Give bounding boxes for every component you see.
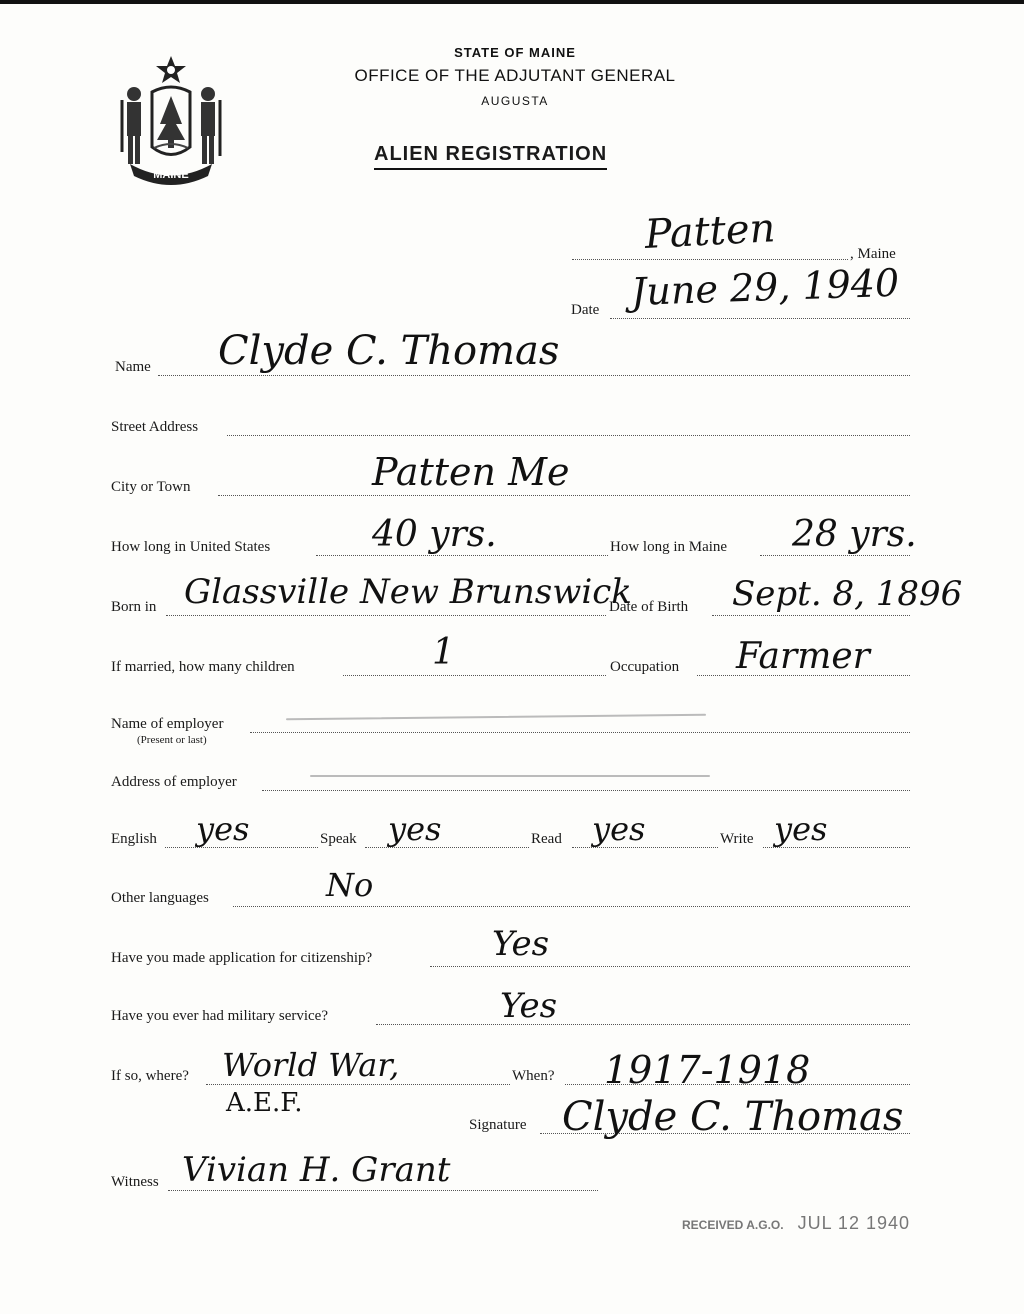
other-languages-label: Other languages	[111, 890, 209, 906]
when-entry: 1917-1918	[604, 1048, 811, 1092]
employer-address-label: Address of employer	[111, 774, 237, 790]
dob-label: Date of Birth	[609, 599, 689, 615]
received-stamp-date: JUL 12 1940	[797, 1213, 911, 1233]
where-line	[206, 1084, 510, 1085]
how-long-maine-entry: 28 yrs.	[792, 514, 917, 555]
other-languages-entry: No	[326, 866, 374, 904]
where-label: If so, where?	[111, 1068, 189, 1084]
write-entry: yes	[774, 810, 828, 848]
state-heading: STATE OF MAINE	[454, 45, 576, 60]
how-long-maine-label: How long in Maine	[610, 539, 728, 555]
read-label: Read	[531, 831, 562, 847]
name-entry: Clyde C. Thomas	[218, 328, 560, 374]
military-label: Have you ever had military service?	[111, 1008, 328, 1024]
other-languages-line	[233, 906, 910, 907]
how-long-us-entry: 40 yrs.	[372, 514, 497, 555]
how-long-maine-line	[760, 555, 910, 556]
where-note-entry: A.E.F.	[226, 1088, 303, 1118]
city-entry: Patten Me	[372, 450, 570, 494]
how-long-us-line	[316, 555, 608, 556]
born-in-line	[166, 615, 606, 616]
born-in-entry: Glassville New Brunswick	[184, 572, 632, 612]
street-label: Street Address	[111, 419, 199, 435]
signature-entry: Clyde C. Thomas	[562, 1094, 904, 1140]
employer-address-line	[262, 790, 910, 791]
children-entry: 1	[432, 632, 455, 673]
born-in-label: Born in	[111, 599, 157, 615]
dob-line	[712, 615, 910, 616]
how-long-us-label: How long in United States	[111, 539, 271, 555]
speak-entry: yes	[388, 810, 442, 848]
dob-entry: Sept. 8, 1896	[732, 574, 963, 614]
speak-label: Speak	[320, 831, 357, 847]
employer-pencil-mark	[286, 714, 706, 720]
received-stamp-text: RECEIVED A.G.O.	[682, 1218, 784, 1232]
maine-state-seal-icon	[112, 52, 230, 187]
street-line	[227, 435, 910, 436]
citizenship-line	[430, 966, 910, 967]
name-label: Name	[115, 359, 151, 375]
signature-label: Signature	[469, 1117, 527, 1133]
employer-address-pencil-mark	[310, 775, 710, 777]
where-entry: World War,	[222, 1046, 400, 1084]
children-line	[343, 675, 606, 676]
date-line	[610, 318, 910, 319]
witness-label: Witness	[111, 1174, 159, 1190]
office-heading: OFFICE OF THE ADJUTANT GENERAL	[354, 66, 676, 85]
when-label: When?	[512, 1068, 555, 1084]
citizenship-label: Have you made application for citizenship?	[111, 950, 373, 966]
write-label: Write	[720, 831, 754, 847]
city-heading: AUGUSTA	[481, 94, 549, 108]
received-stamp	[682, 1213, 910, 1234]
employer-label: Name of employer	[111, 716, 224, 732]
english-label: English	[111, 831, 157, 847]
form-title: ALIEN REGISTRATION	[374, 143, 607, 170]
date-label: Date	[571, 302, 600, 318]
svg-text:MAINE: MAINE	[153, 169, 189, 181]
occupation-entry: Farmer	[736, 636, 870, 677]
military-line	[376, 1024, 910, 1025]
city-label: City or Town	[111, 479, 191, 495]
witness-line	[168, 1190, 598, 1191]
read-entry: yes	[592, 810, 646, 848]
city-line	[218, 495, 910, 496]
employer-line	[250, 732, 910, 733]
occupation-label: Occupation	[610, 659, 680, 675]
date-entry: June 29, 1940	[630, 260, 900, 314]
english-entry: yes	[196, 810, 250, 848]
top-border	[0, 0, 1024, 4]
military-entry: Yes	[500, 986, 558, 1026]
employer-note: (Present or last)	[137, 734, 207, 746]
town-entry: Patten	[643, 205, 777, 258]
maine-label: , Maine	[850, 246, 896, 262]
witness-entry: Vivian H. Grant	[182, 1150, 451, 1190]
citizenship-entry: Yes	[492, 924, 550, 964]
children-label: If married, how many children	[111, 659, 295, 675]
town-line	[572, 259, 848, 260]
name-line	[158, 375, 910, 376]
